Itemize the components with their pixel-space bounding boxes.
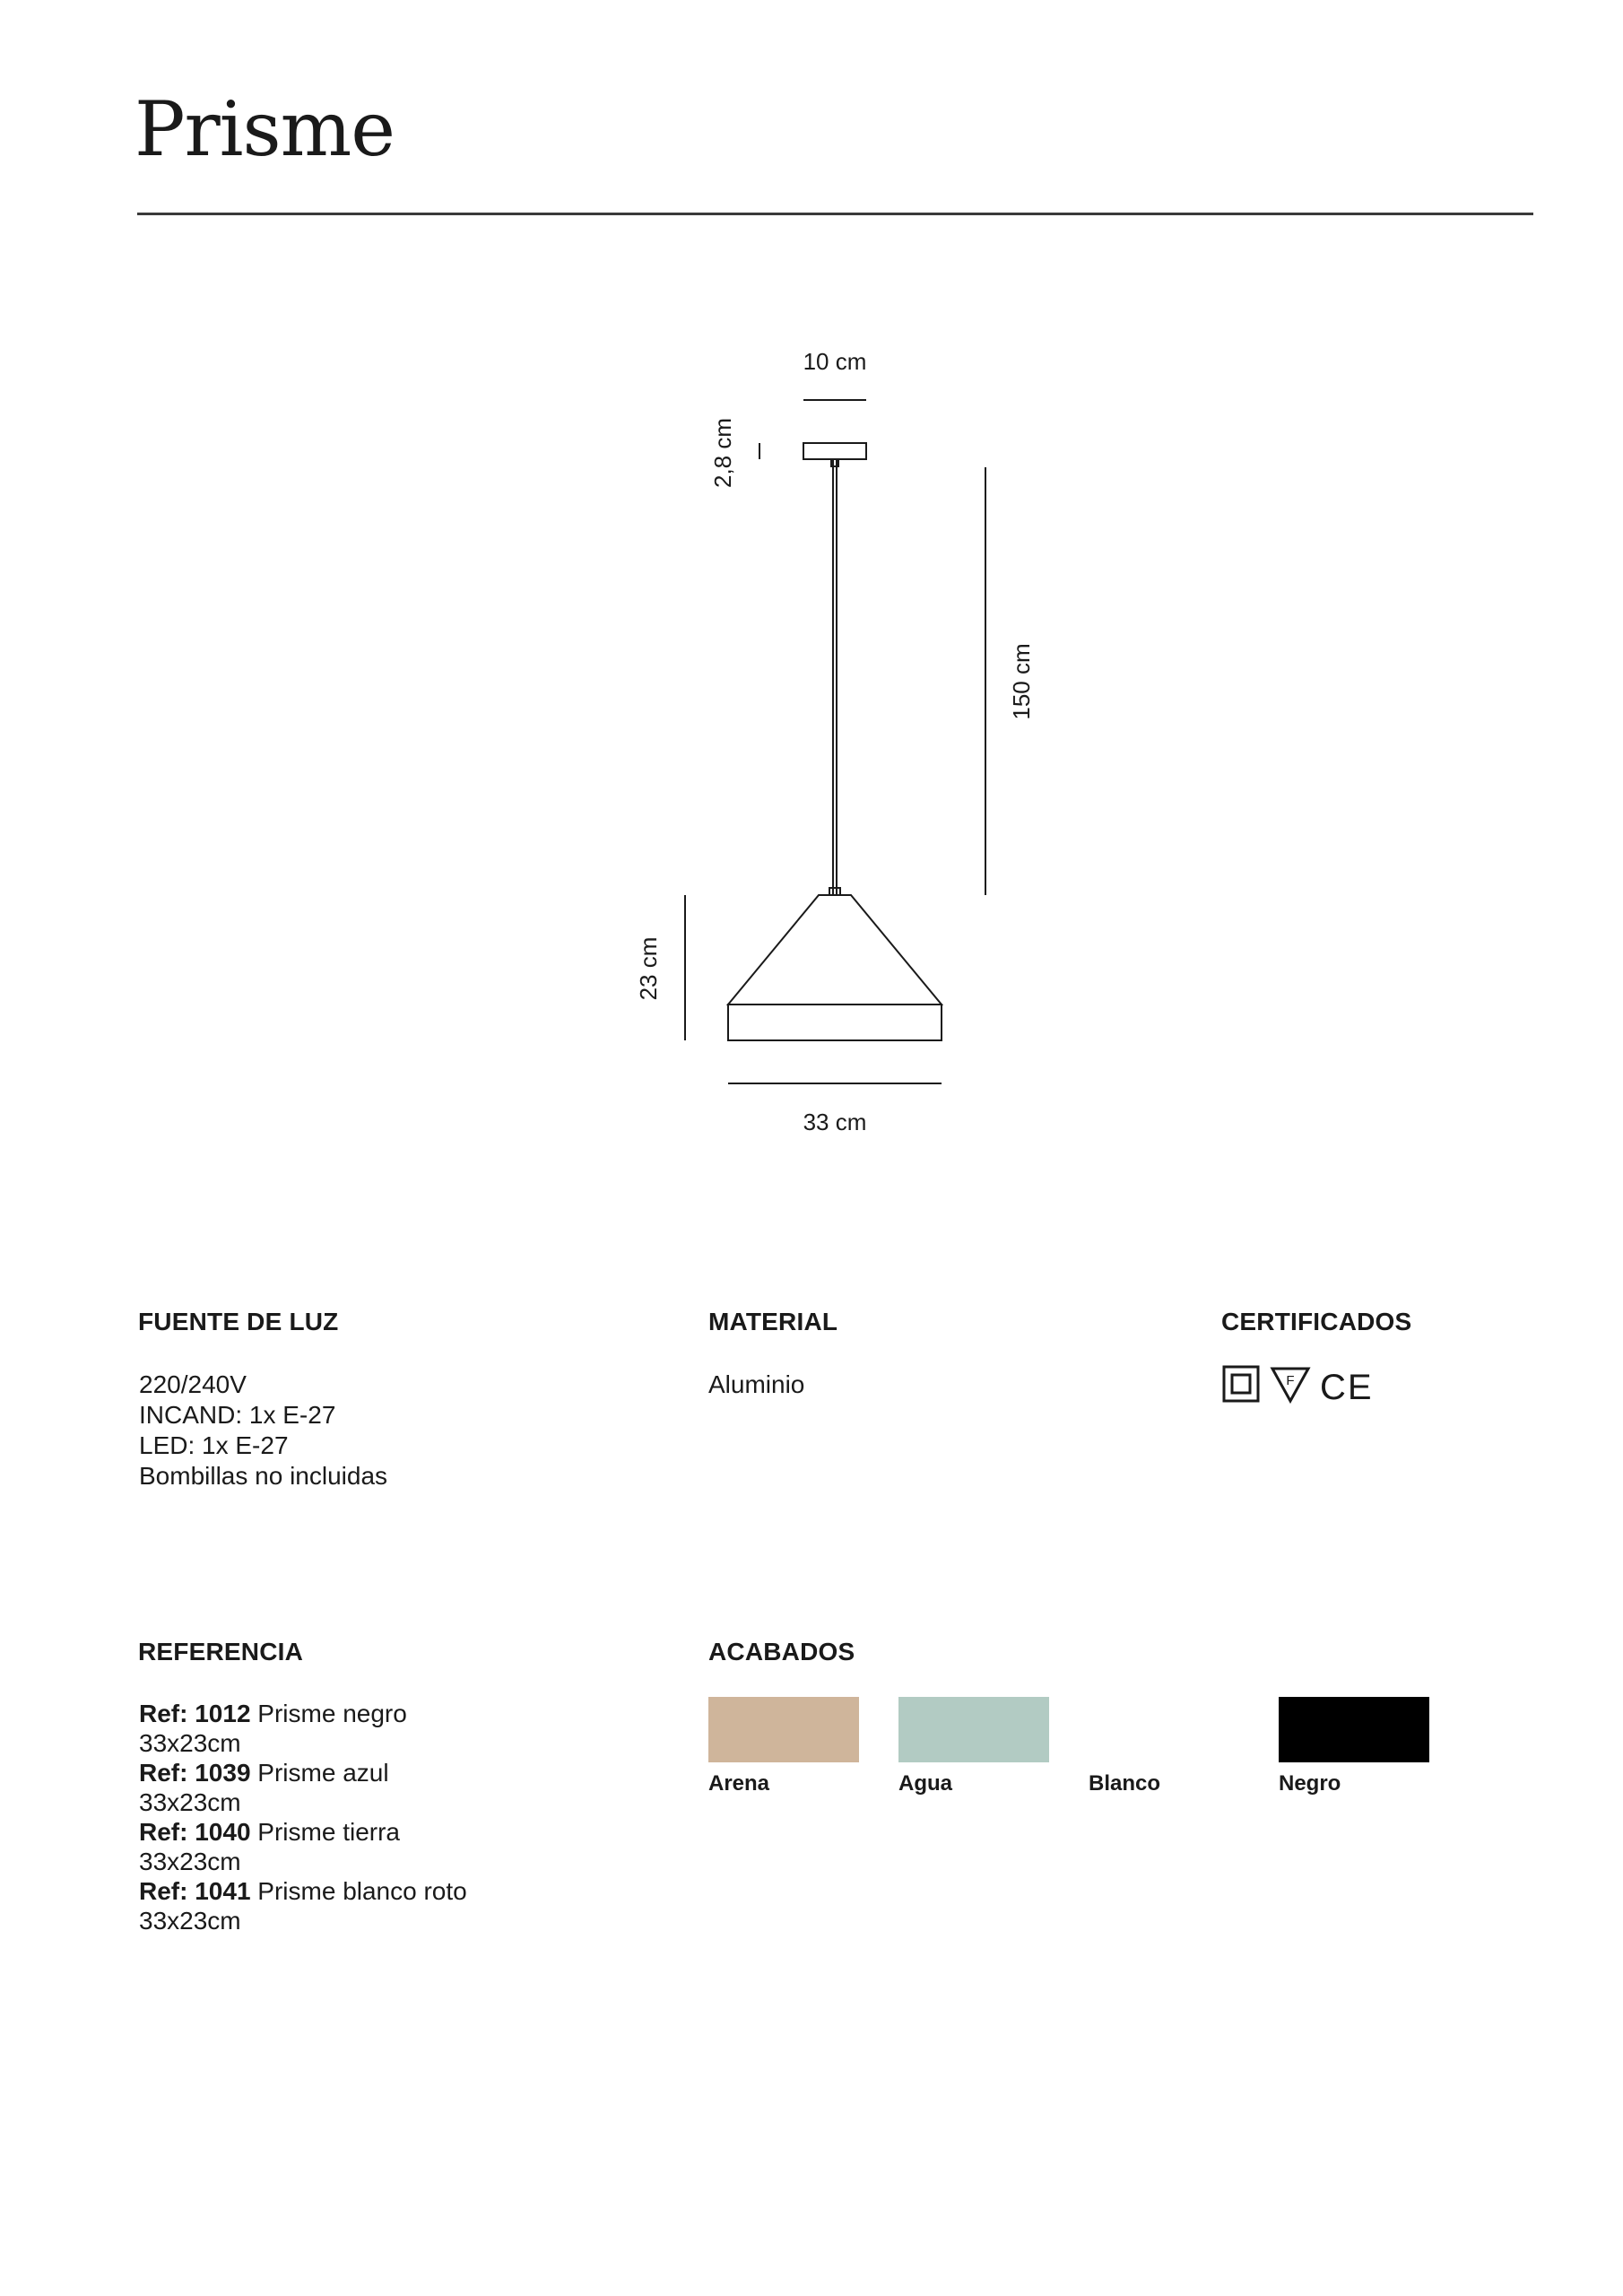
reference-code: Ref: 1012 (139, 1700, 251, 1727)
dim-shade-width: 33 cm (803, 1109, 867, 1135)
swatch-blanco (1089, 1697, 1239, 1762)
light-source-heading: FUENTE DE LUZ (138, 1308, 339, 1335)
reference-name: Prisme azul (257, 1759, 389, 1787)
dim-canopy-height: 2,8 cm (709, 417, 736, 489)
swatch-agua (898, 1697, 1049, 1762)
reference-code: Ref: 1040 (139, 1818, 251, 1846)
swatch-arena (708, 1697, 859, 1762)
reference-name: Prisme negro (257, 1700, 407, 1727)
light-source-line: 220/240V (139, 1370, 247, 1398)
reference-item (139, 1876, 467, 1906)
reference-size: 33x23cm (139, 1788, 241, 1816)
f-mark-triangle-icon (1272, 1369, 1308, 1401)
light-source-details (139, 1370, 387, 1492)
shade (728, 895, 942, 1004)
reference-code: Ref: 1039 (139, 1759, 251, 1787)
certificates-heading: CERTIFICADOS (1221, 1308, 1412, 1335)
reference-name: Prisme tierra (257, 1818, 400, 1846)
dim-canopy-width: 10 cm (803, 348, 867, 375)
reference-size: 33x23cm (139, 1907, 241, 1935)
reference-item (139, 1758, 467, 1787)
material-heading: MATERIAL (708, 1308, 838, 1335)
dim-cable-length: 150 cm (1008, 643, 1035, 720)
swatch-label-blanco: Blanco (1089, 1771, 1161, 1796)
light-source-line: Bombillas no incluidas (139, 1462, 388, 1490)
reference-item (139, 1817, 467, 1847)
shade-rim (728, 1004, 942, 1040)
product-title: Prisme (135, 85, 395, 173)
material-value: Aluminio (708, 1370, 805, 1398)
reference-size: 33x23cm (139, 1729, 241, 1757)
swatch-label-agua: Agua (898, 1771, 952, 1796)
swatch-label-arena: Arena (708, 1771, 770, 1796)
reference-item (139, 1699, 467, 1728)
dim-shade-height: 23 cm (635, 936, 662, 1001)
svg-text:F: F (1286, 1373, 1295, 1388)
ce-mark-icon: CE (1320, 1368, 1374, 1405)
light-source-line: LED: 1x E-27 (139, 1431, 289, 1459)
reference-size: 33x23cm (139, 1848, 241, 1875)
reference-heading: REFERENCIA (138, 1638, 304, 1665)
finishes-heading: ACABADOS (708, 1638, 855, 1665)
reference-list (139, 1699, 467, 1935)
swatch-label-negro: Negro (1279, 1771, 1341, 1796)
certificate-icons (1221, 1363, 1383, 1405)
class-ii-double-insulation-icon (1224, 1367, 1258, 1401)
swatch-negro (1279, 1697, 1429, 1762)
canopy (803, 443, 866, 459)
reference-name: Prisme blanco roto (257, 1877, 467, 1905)
reference-code: Ref: 1041 (139, 1877, 251, 1905)
light-source-line: INCAND: 1x E-27 (139, 1401, 336, 1429)
